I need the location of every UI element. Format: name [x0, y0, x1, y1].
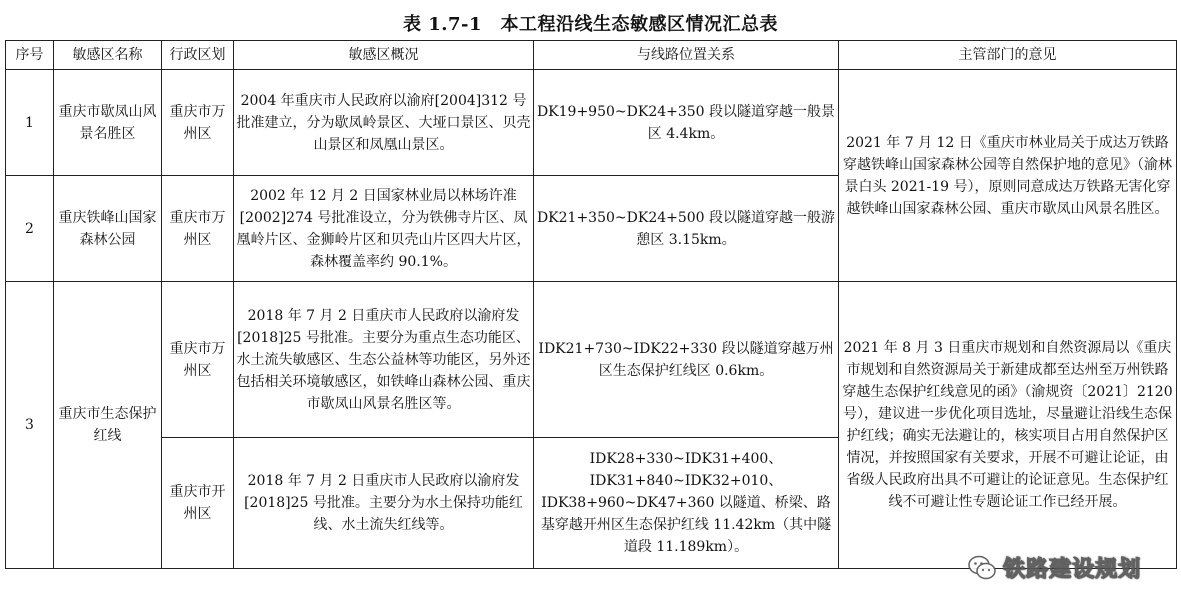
header-position: 与线路位置关系 — [534, 41, 839, 70]
cell-name: 重庆市歇凤山风景名胜区 — [54, 70, 162, 176]
cell-name: 重庆铁峰山国家森林公园 — [54, 176, 162, 282]
cell-position: IDK21+730~IDK22+330 段以隧道穿越万州区生态保护红线区 0.6km。 — [534, 282, 839, 438]
wechat-icon — [967, 553, 997, 583]
header-overview: 敏感区概况 — [234, 41, 534, 70]
cell-position: DK21+350~DK24+500 段以隧道穿越一般游憩区 3.15km。 — [534, 176, 839, 282]
cell-overview: 2018 年 7 月 2 日重庆市人民政府以渝府发[2018]25 号批准。主要分为水土保持功能红线、水土流失红线等。 — [234, 438, 534, 569]
watermark-text: 铁路建设规划 — [1002, 557, 1141, 582]
header-opinion: 主管部门的意见 — [839, 41, 1177, 70]
cell-no: 3 — [6, 282, 54, 569]
cell-name: 重庆市生态保护红线 — [54, 282, 162, 569]
cell-position: IDK28+330~IDK31+400、IDK31+840~IDK32+010、IDK38+960~DK47+360 以隧道、桥梁、路基穿越开州区生态保护红线 11.42km（其中隧道段 11.189km）。 — [534, 438, 839, 569]
cell-overview: 2004 年重庆市人民政府以渝府[2004]312 号批准建立，分为歇凤岭景区、大垭口景区、贝壳山景区和凤凰山景区。 — [234, 70, 534, 176]
cell-overview: 2002 年 12 月 2 日国家林业局以林场许准[2002]274 号批准设立，分为铁佛寺片区、凤凰岭片区、金狮岭片区和贝壳山片区四大片区，森林覆盖率约 90.1%。 — [234, 176, 534, 282]
cell-no: 2 — [6, 176, 54, 282]
sensitive-area-table — [5, 40, 1177, 569]
table-header-row — [6, 41, 1177, 70]
cell-no: 1 — [6, 70, 54, 176]
header-name: 敏感区名称 — [54, 41, 162, 70]
header-no: 序号 — [6, 41, 54, 70]
watermark — [967, 552, 1141, 583]
header-region: 行政区划 — [162, 41, 234, 70]
cell-region: 重庆市万州区 — [162, 176, 234, 282]
cell-opinion-forest: 2021 年 7 月 12 日《重庆市林业局关于成达万铁路穿越铁峰山国家森林公园等自然保护地的意见》（渝林景白头 2021-19 号），原则同意成达万铁路无害化穿越铁峰山国家森林公园、重庆市歇凤山风景名胜区。 — [839, 70, 1177, 282]
cell-position: DK19+950~DK24+350 段以隧道穿越一般景区 4.4km。 — [534, 70, 839, 176]
table-row — [6, 282, 1177, 438]
table-row — [6, 70, 1177, 176]
table-title: 表 1.7-1 本工程沿线生态敏感区情况汇总表 — [402, 14, 779, 35]
cell-overview: 2018 年 7 月 2 日重庆市人民政府以渝府发[2018]25 号批准。主要分为重点生态功能区、水土流失敏感区、生态公益林等功能区，另外还包括相关环境敏感区，如铁峰山森林公园、重庆市歇凤山风景名胜区等。 — [234, 282, 534, 438]
cell-opinion-redline: 2021 年 8 月 3 日重庆市规划和自然资源局以《重庆市规划和自然资源局关于新建成都至达州至万州铁路穿越生态保护红线意见的函》（渝规资〔2021〕2120 号），建议进一步优化项目选址，尽量避让沿线生态保护红线；确实无法避让的，核实项目占用自然保护区情况，并按照国家有关要求，开展不可避让论证，由省级人民政府出具不可避让的论证意见。生态保护红线不可避让性专题论证工作已经开展。 — [839, 282, 1177, 569]
cell-region: 重庆市万州区 — [162, 70, 234, 176]
cell-region: 重庆市开州区 — [162, 438, 234, 569]
cell-region: 重庆市万州区 — [162, 282, 234, 438]
